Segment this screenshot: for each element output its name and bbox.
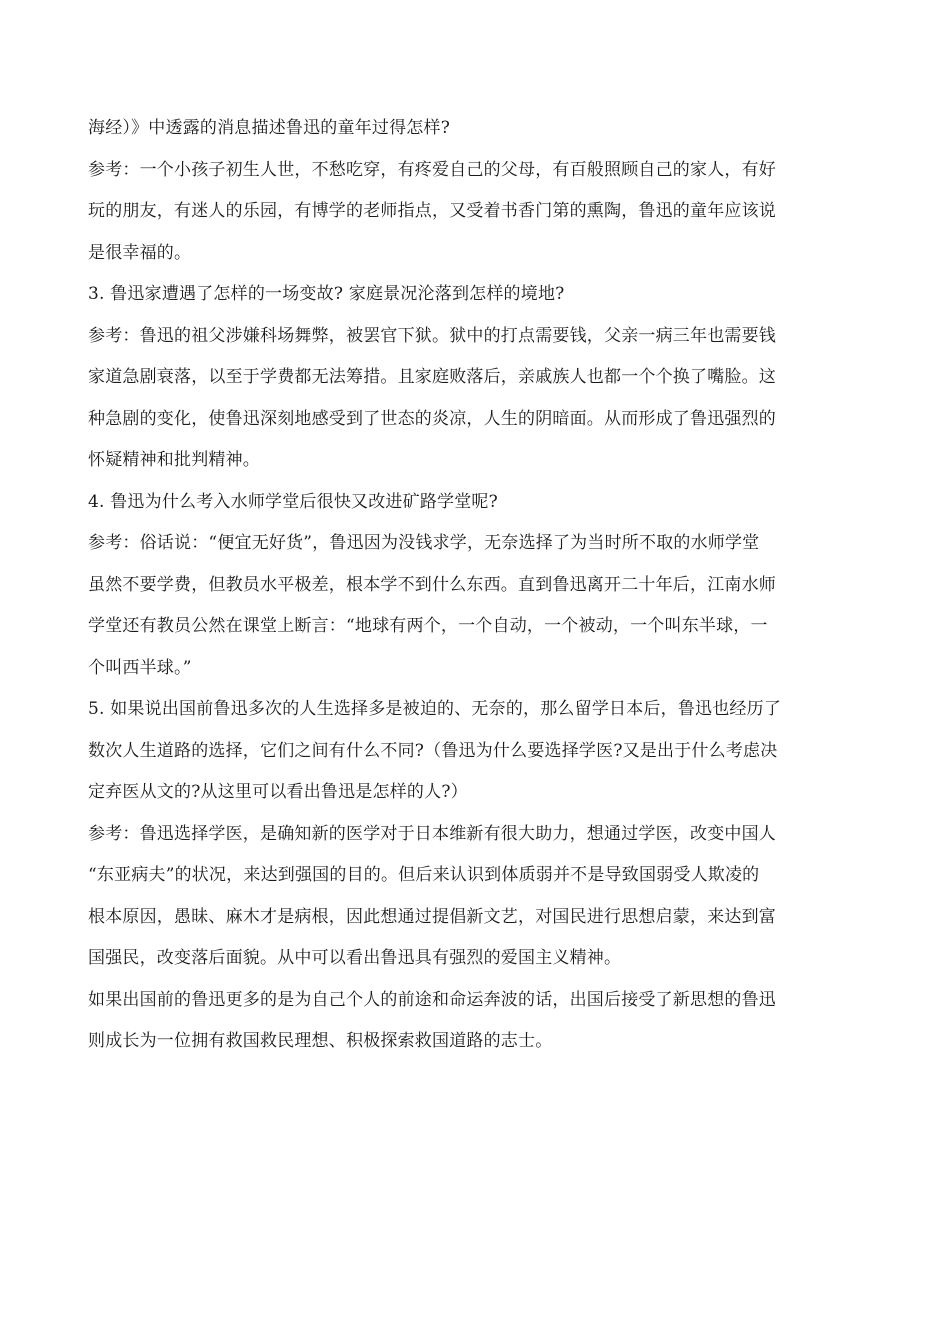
document-page xyxy=(88,108,864,1063)
text-line-14: 个叫西半球。” xyxy=(88,657,192,678)
text-line-3: 玩的朋友，有迷人的乐园，有博学的老师指点，又受着书香门第的熏陶，鲁迅的童年应该说 xyxy=(88,201,776,221)
text-line-17: 定弃医从文的?从这里可以看出鲁迅是怎样的人?） xyxy=(88,782,468,802)
text-line-11: 参考：俗话说：“便宜无好货”，鲁迅因为没钱求学，无奈选择了为当时所不取的水师学堂 xyxy=(88,533,760,553)
text-line-6: 参考：鲁迅的祖父涉嫌科场舞弊，被罢官下狱。狱中的打点需要钱，父亲一病三年也需要钱 xyxy=(88,325,776,346)
text-line-20: 根本原因，愚昧、麻木才是病根，因此想通过提倡新文艺，对国民进行思想启蒙，来达到富 xyxy=(88,906,776,927)
text-line-19: “东亚病夫”的状况，来达到强国的目的。但后来认识到体质弱并不是导致国弱受人欺凌的 xyxy=(88,865,760,885)
text-line-22: 如果出国前的鲁迅更多的是为自己个人的前途和命运奔波的话，出国后接受了新思想的鲁迅 xyxy=(88,989,776,1010)
text-line-2: 参考：一个小孩子初生人世，不愁吃穿，有疼爱自己的父母，有百般照顾自己的家人，有好 xyxy=(88,159,776,180)
text-line-12: 虽然不要学费，但教员水平极差，根本学不到什么东西。直到鲁迅离开二十年后，江南水师 xyxy=(88,574,776,595)
text-line-13: 学堂还有教员公然在课堂上断言：“地球有两个，一个自动，一个被动，一个叫东半球，一 xyxy=(88,616,768,636)
text-line-23: 则成长为一位拥有救国救民理想、积极探索救国道路的志士。 xyxy=(88,1031,553,1051)
text-line-9: 怀疑精神和批判精神。 xyxy=(88,450,260,470)
text-line-1: 海经）》中透露的消息描述鲁迅的童年过得怎样? xyxy=(88,118,451,138)
text-line-8: 种急剧的变化，使鲁迅深刻地感受到了世态的炎凉，人生的阴暗面。从而形成了鲁迅强烈的 xyxy=(88,408,776,429)
text-line-16: 数次人生道路的选择，它们之间有什么不同?（鲁迅为什么要选择学医?又是出于什么考虑决 xyxy=(88,740,778,761)
text-line-4: 是很幸福的。 xyxy=(88,242,192,263)
text-line-7: 家道急剧衰落，以至于学费都无法筹措。且家庭败落后，亲戚族人也都一个个换了嘴脸。这 xyxy=(88,367,776,387)
question-4: 4. 鲁迅为什么考入水师学堂后很快又改进矿路学堂呢? xyxy=(88,491,498,512)
question-5: 5. 如果说出国前鲁迅多次的人生选择多是被迫的、无奈的，那么留学日本后，鲁迅也经历了 xyxy=(88,699,782,719)
text-line-21: 国强民，改变落后面貌。从中可以看出鲁迅具有强烈的爱国主义精神。 xyxy=(88,948,622,968)
question-3: 3. 鲁迅家遭遇了怎样的一场变故? 家庭景况沦落到怎样的境地? xyxy=(88,284,565,304)
text-line-18: 参考：鲁迅选择学医，是确知新的医学对于日本维新有很大助力，想通过学医，改变中国人 xyxy=(88,823,776,844)
